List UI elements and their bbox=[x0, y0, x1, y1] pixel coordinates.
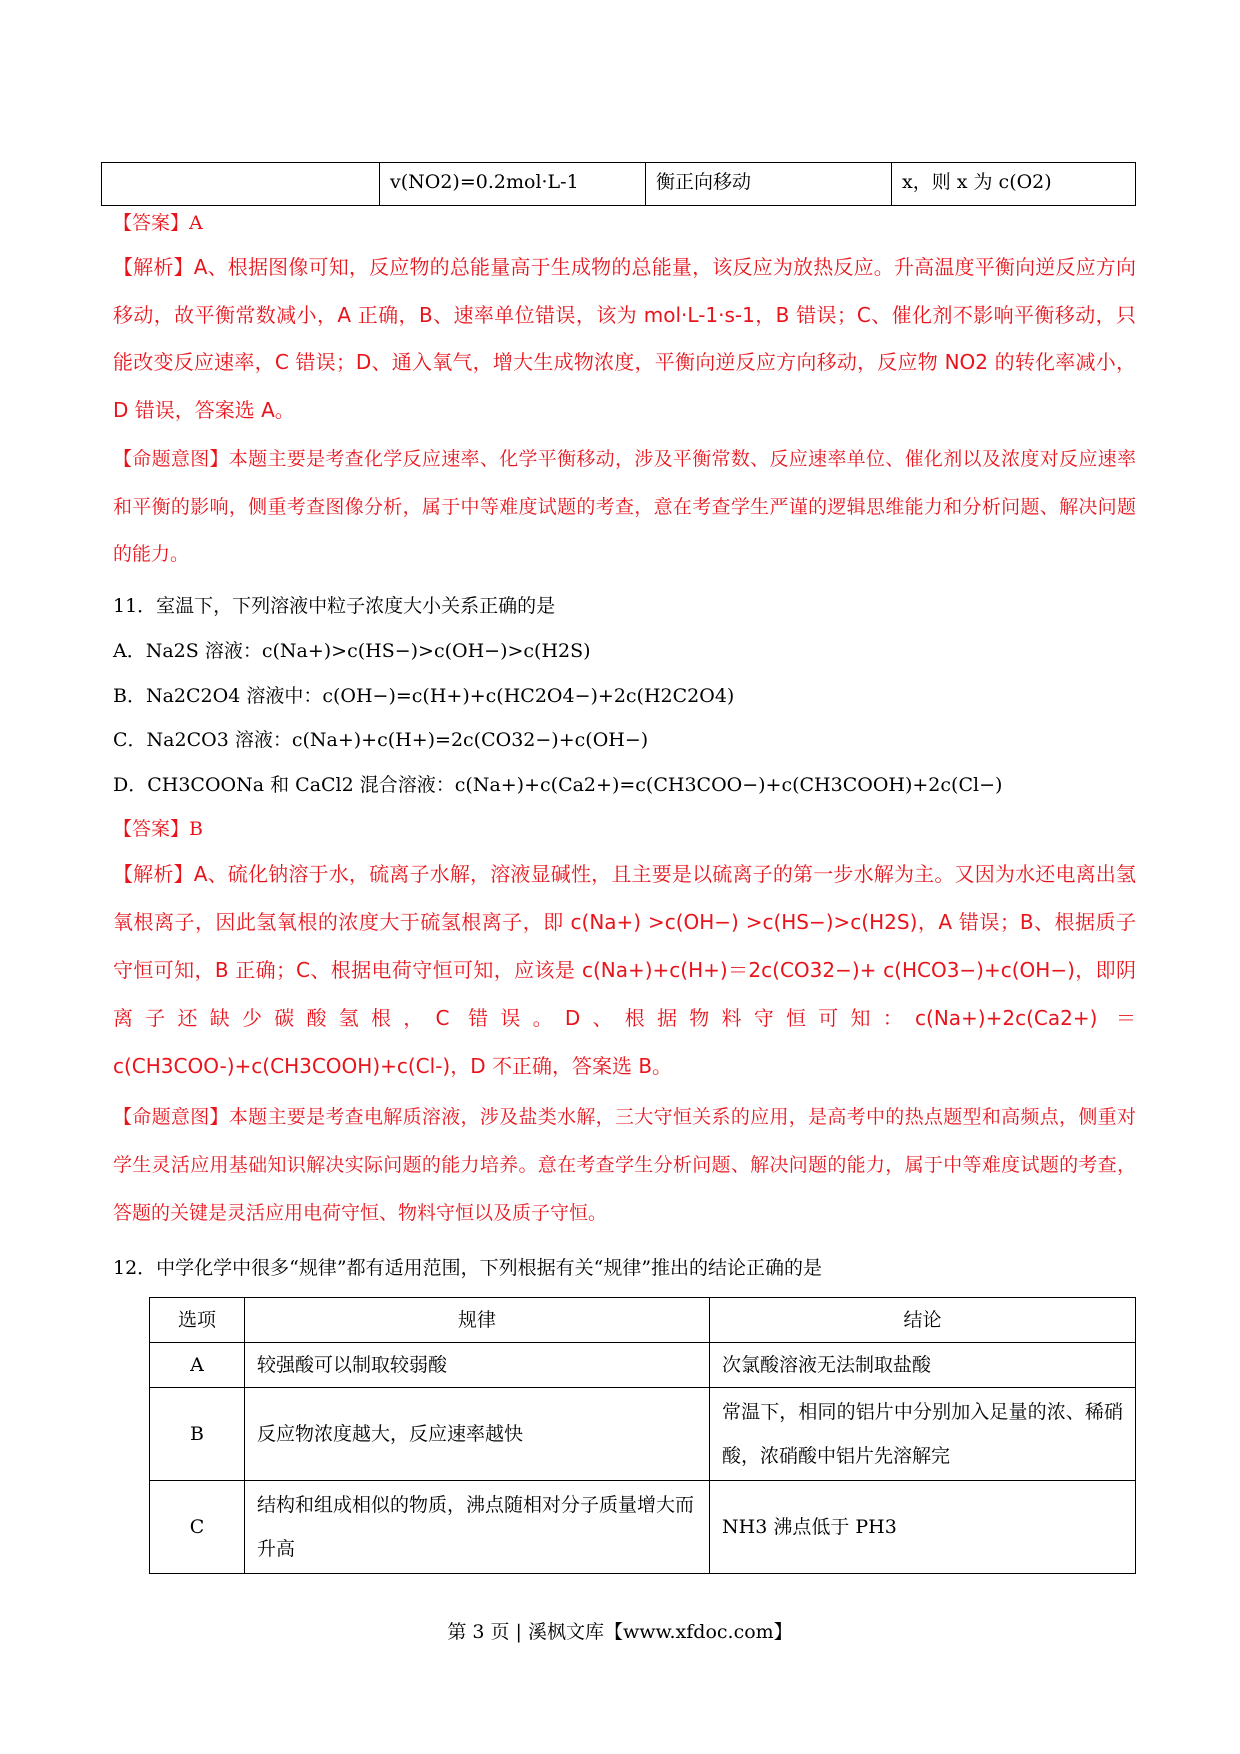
row-conclusion: 次氯酸溶液无法制取盐酸 bbox=[710, 1343, 1136, 1388]
top-table-cell: v(NO2)=0.2mol·L-1 bbox=[380, 163, 646, 206]
row-rule: 较强酸可以制取较弱酸 bbox=[245, 1343, 710, 1388]
page-footer: 第 3 页 | 溪枫文库【www.xfdoc.com】 bbox=[447, 1621, 793, 1643]
row-option: B bbox=[150, 1388, 245, 1481]
table-row bbox=[150, 1481, 1136, 1574]
rules-table bbox=[149, 1297, 1136, 1574]
q10-intent-text: 本题主要是考查化学反应速率、化学平衡移动，涉及平衡常数、反应速率单位、催化剂以及浓度对反应速率和平衡的影响，侧重考查图像分析，属于中等难度试题的考查，意在考查学生严谨的逻辑思维能力和分析问题、解决问题的能力。 bbox=[113, 448, 1136, 565]
table-header-row bbox=[150, 1298, 1136, 1343]
q11-option-d: D．CH3COONa 和 CaCl2 混合溶液：c(Na+)+c(Ca2+)=c(CH3COO−)+c(CH3COOH)+2c(Cl−) bbox=[113, 774, 1003, 796]
top-table-cell: x，则 x 为 c(O2) bbox=[892, 163, 1136, 206]
q10-analysis bbox=[113, 244, 1136, 434]
q11-intent-text: 本题主要是考查电解质溶液，涉及盐类水解，三大守恒关系的应用，是高考中的热点题型和高频点，侧重对学生灵活应用基础知识解决实际问题的能力培养。意在考查学生分析问题、解决问题的能力，属于中等难度试题的考查，答题的关键是灵活应用电荷守恒、物料守恒以及质子守恒。 bbox=[113, 1106, 1136, 1224]
q11-intent-label: 【命题意图】 bbox=[113, 1106, 229, 1128]
q12-stem: 12．中学化学中很多“规律”都有适用范围，下列根据有关“规律”推出的结论正确的是 bbox=[113, 1257, 823, 1279]
header-conclusion: 结论 bbox=[710, 1298, 1136, 1343]
q10-analysis-text: A、根据图像可知，反应物的总能量高于生成物的总能量，该反应为放热反应。升高温度平衡向逆反应方向移动，故平衡常数减小，A 正确，B、速率单位错误，该为 mol·L-1·s-1，B 错误；C、催化剂不影响平衡移动，只能改变反应速率，C 错误；D、通入氧气，增大生成物浓度，平衡向逆反应方向移动，反应物 NO2 的转化率减小，D 错误，答案选 A。 bbox=[113, 255, 1136, 422]
q10-analysis-label: 【解析】 bbox=[113, 255, 194, 279]
q10-intent bbox=[113, 436, 1136, 579]
top-table bbox=[101, 162, 1136, 206]
q10-answer: 【答案】A bbox=[113, 212, 203, 234]
q11-analysis-label: 【解析】 bbox=[113, 862, 194, 886]
row-conclusion: 常温下，相同的铝片中分别加入足量的浓、稀硝酸，浓硝酸中铝片先溶解完 bbox=[710, 1388, 1136, 1481]
q11-option-c: C．Na2CO3 溶液：c(Na+)+c(H+)=2c(CO32−)+c(OH−) bbox=[113, 729, 649, 751]
row-option: C bbox=[150, 1481, 245, 1574]
table-row bbox=[150, 1343, 1136, 1388]
header-option: 选项 bbox=[150, 1298, 245, 1343]
q11-stem: 11．室温下，下列溶液中粒子浓度大小关系正确的是 bbox=[113, 595, 556, 617]
q11-analysis bbox=[113, 850, 1136, 1090]
row-rule: 结构和组成相似的物质，沸点随相对分子质量增大而升高 bbox=[245, 1481, 710, 1574]
q10-intent-label: 【命题意图】 bbox=[113, 448, 229, 470]
header-rule: 规律 bbox=[245, 1298, 710, 1343]
row-rule: 反应物浓度越大，反应速率越快 bbox=[245, 1388, 710, 1481]
q11-analysis-text: A、硫化钠溶于水，硫离子水解，溶液显碱性，且主要是以硫离子的第一步水解为主。又因为水还电离出氢氧根离子，因此氢氧根的浓度大于硫氢根离子，即 c(Na+) >c(OH−) >c(HS−)>c(H2S)，A 错误；B、根据质子守恒可知，B 正确；C、根据电荷守恒可知，应该是 c(Na+)+c(H+)＝2c(CO32−)+ c(HCO3−)+c(OH−)，即阴离子还缺少碳酸氢根，C 错误。D、根据物料守恒可知：c(Na+)+2c(Ca2+) ＝c(CH3COO-)+c(CH3COOH)+c(Cl-)，D 不正确，答案选 B。 bbox=[113, 862, 1136, 1078]
q11-answer: 【答案】B bbox=[113, 818, 203, 840]
row-conclusion: NH3 沸点低于 PH3 bbox=[710, 1481, 1136, 1574]
top-table-cell bbox=[102, 163, 380, 206]
q11-intent bbox=[113, 1093, 1136, 1237]
table-row bbox=[150, 1388, 1136, 1481]
top-table-cell: 衡正向移动 bbox=[646, 163, 892, 206]
row-option: A bbox=[150, 1343, 245, 1388]
q11-option-a: A．Na2S 溶液：c(Na+)>c(HS−)>c(OH−)>c(H2S) bbox=[113, 640, 591, 662]
q11-option-b: B．Na2C2O4 溶液中：c(OH−)=c(H+)+c(HC2O4−)+2c(H2C2O4) bbox=[113, 685, 735, 707]
